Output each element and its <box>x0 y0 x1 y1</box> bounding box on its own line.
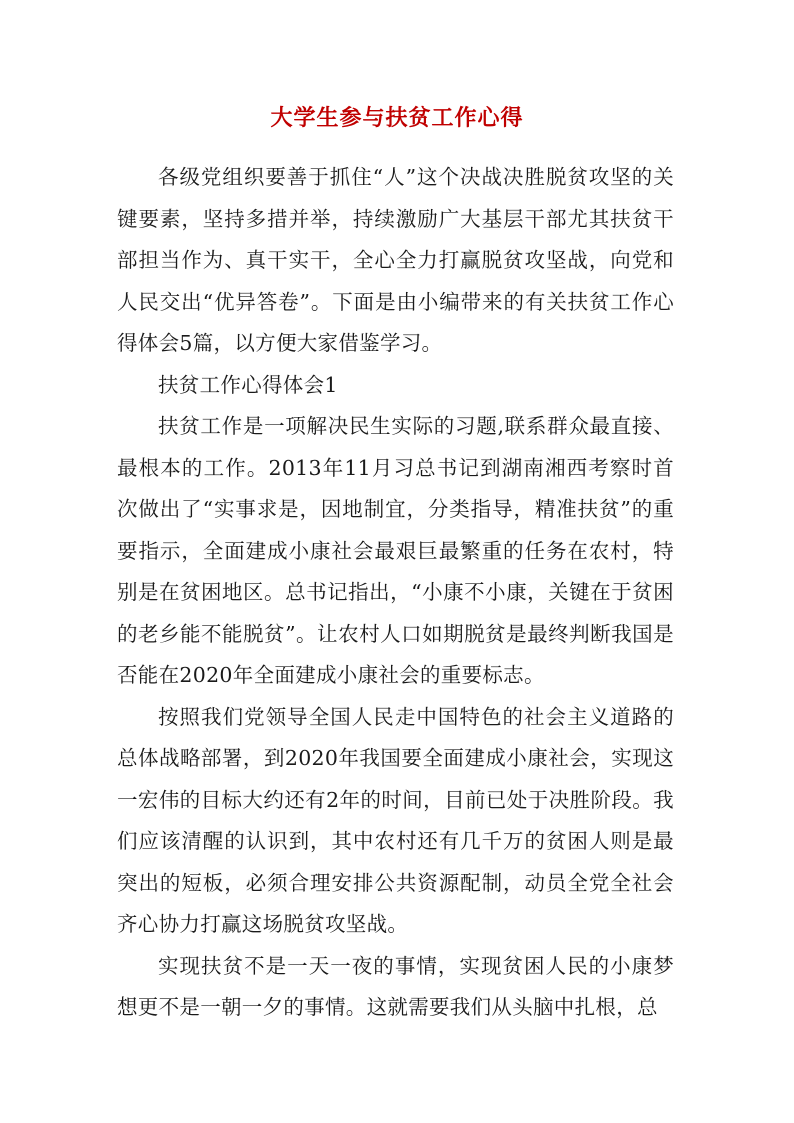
paragraph: 按照我们党领导全国人民走中国特色的社会主义道路的总体战略部署，到2020年我国要全面建成小康社会，实现这一宏伟的目标大约还有2年的时间，目前已处于决胜阶段。我们应该清醒的认识到，其中农村还有几千万的贫困人则是最突出的短板，必须合理安排公共资源配制，动员全党全社会齐心协力打赢这场脱贫攻坚战。 <box>117 704 674 936</box>
paragraph-intro: 各级党组织要善于抓住“人”这个决战决胜脱贫攻坚的关键要素，坚持多措并举，持续激励广大基层干部尤其扶贫干部担当作为、真干实干，全心全力打赢脱贫攻坚战，向党和人民交出“优异答卷”。下面是由小编带来的有关扶贫工作心得体会5篇，以方便大家借鉴学习。 <box>117 165 674 355</box>
paragraph: 扶贫工作是一项解决民生实际的习题,联系群众最直接、最根本的工作。2013年11月习总书记到湖南湘西考察时首次做出了“实事求是，因地制宜，分类指导，精准扶贫”的重要指示，全面建成小康社会最艰巨最繁重的任务在农村，特别是在贫困地区。总书记指出，“小康不小康，关键在于贫困的老乡能不能脱贫”。让农村人口如期脱贫是最终判断我国是否能在2020年全面建成小康社会的重要标志。 <box>117 414 674 687</box>
paragraph: 实现扶贫不是一天一夜的事情，实现贫困人民的小康梦想更不是一朝一夕的事情。这就需要我们从头脑中扎根，总 <box>117 953 674 1019</box>
section-heading: 扶贫工作心得体会1 <box>158 372 338 397</box>
document-title: 大学生参与扶贫工作心得 <box>270 105 524 131</box>
document-body <box>117 157 674 1029</box>
